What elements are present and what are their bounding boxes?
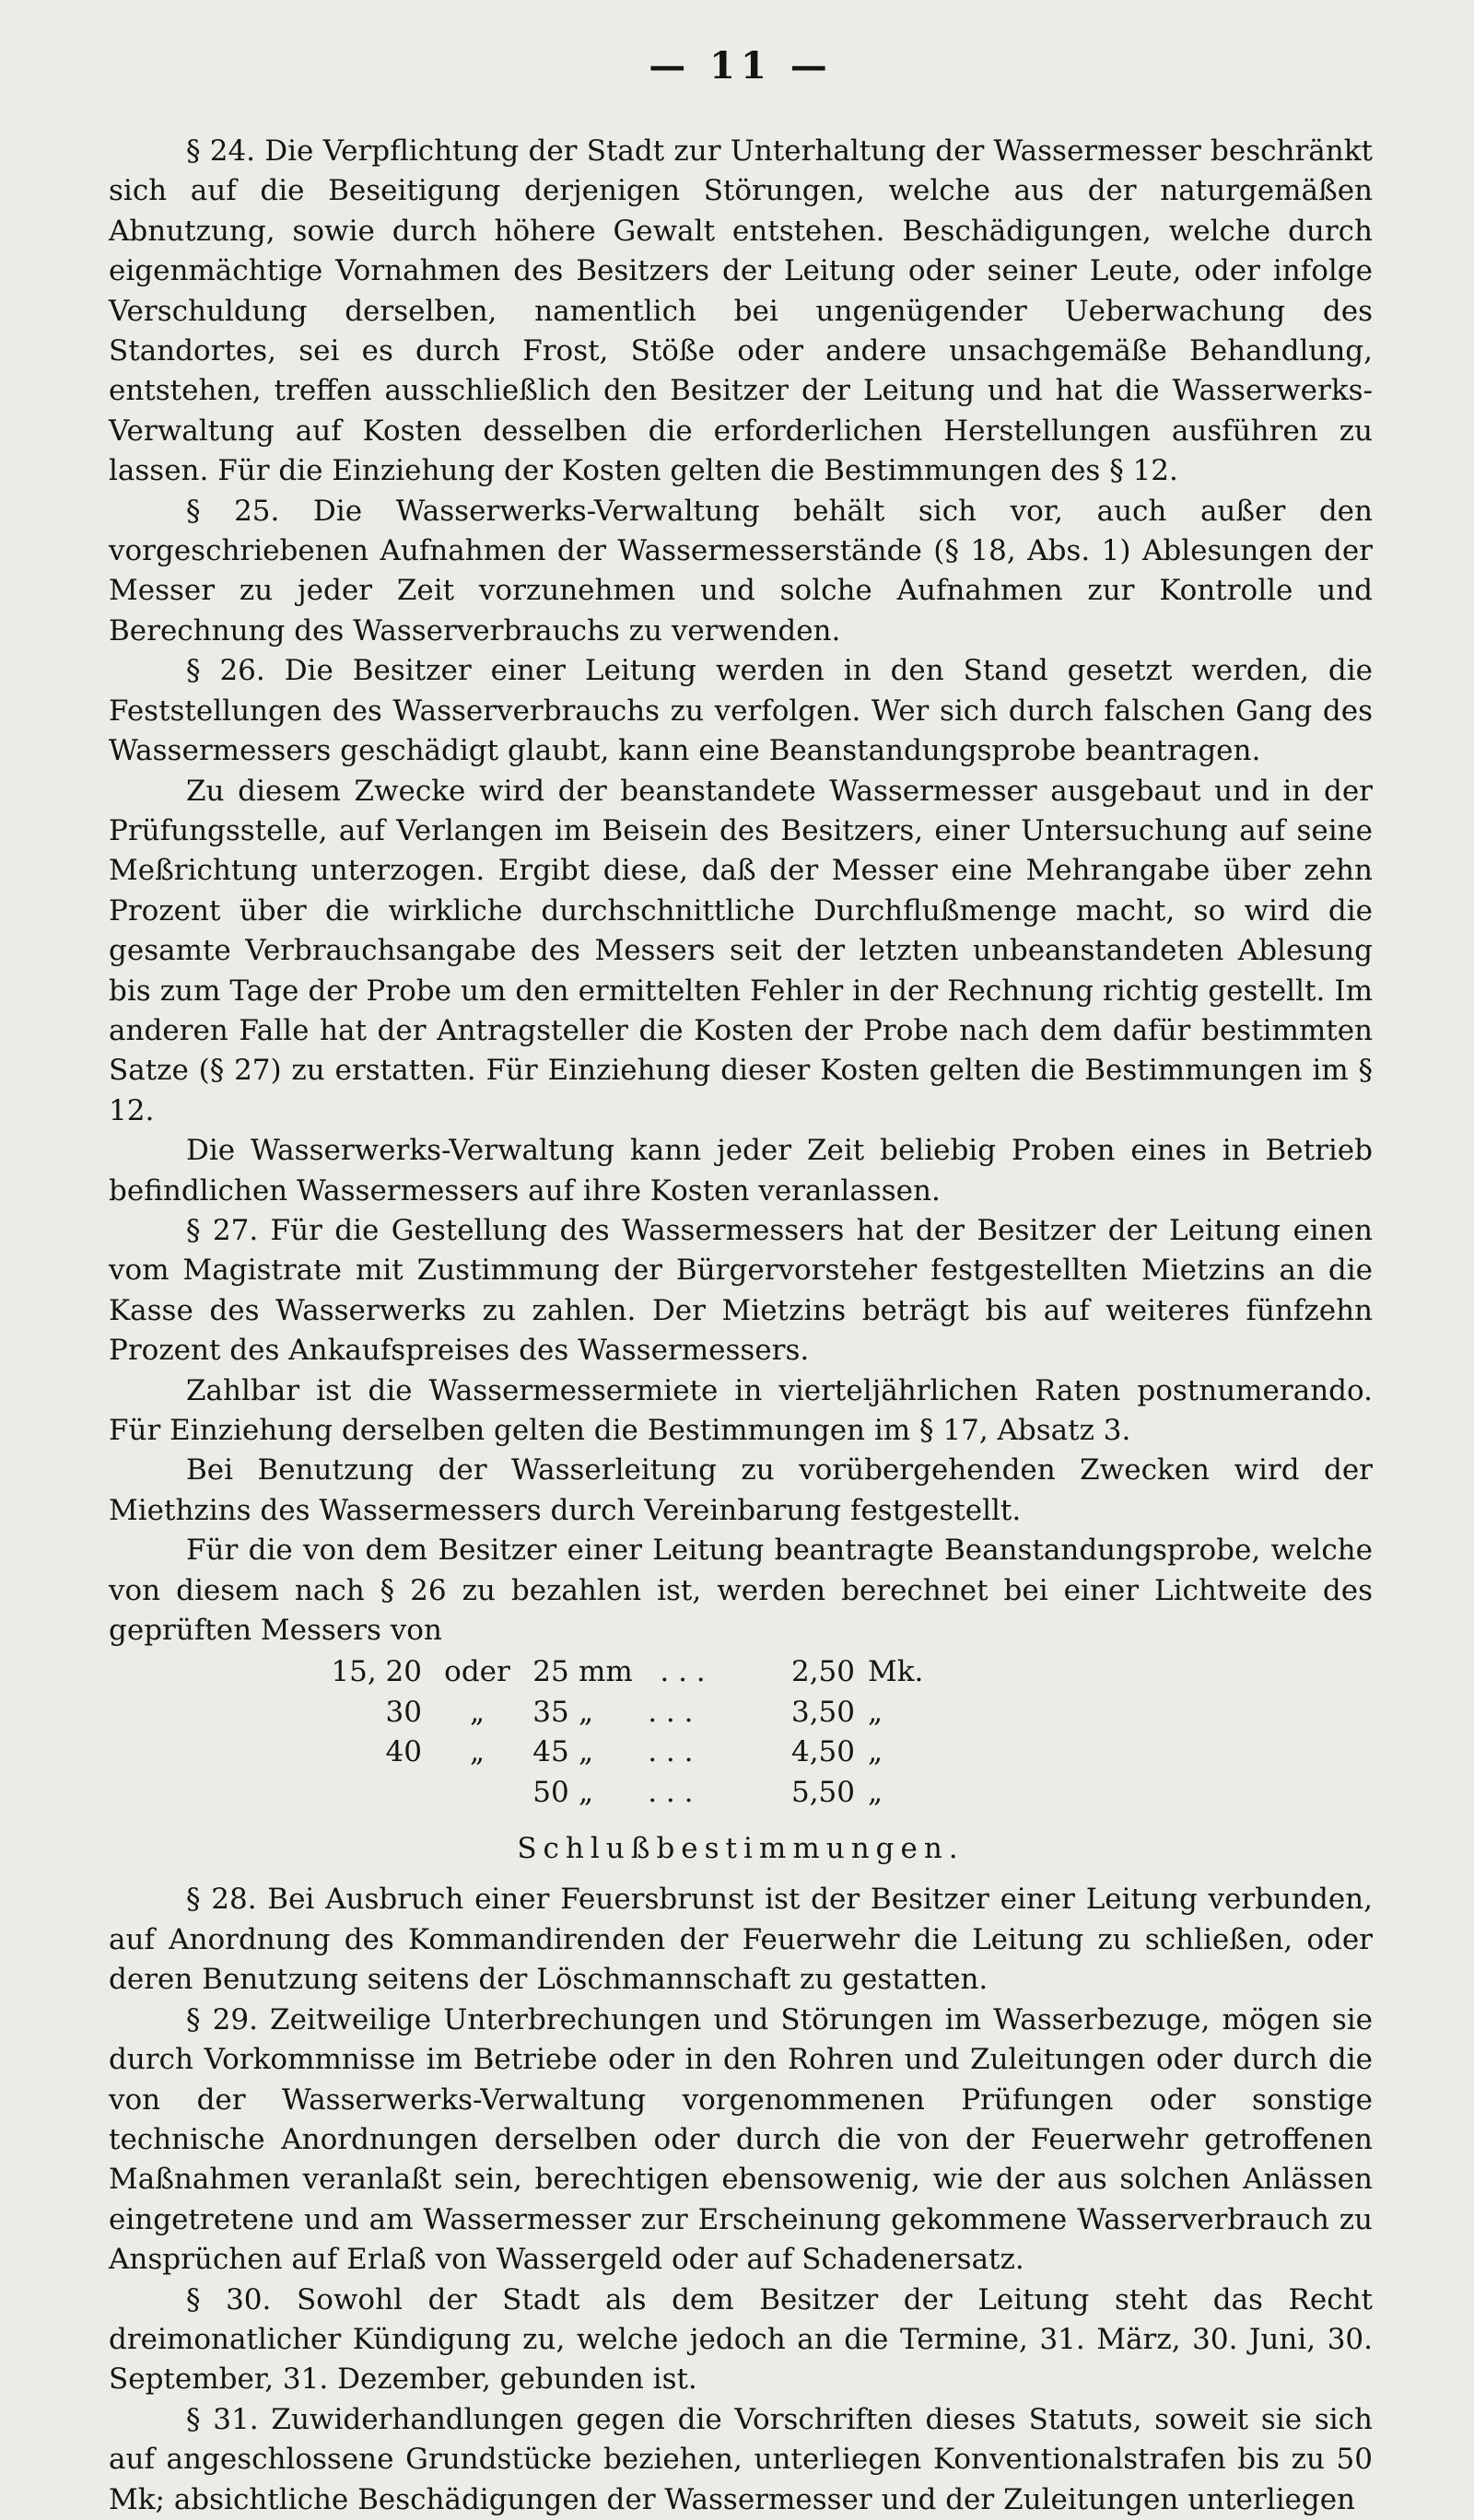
fee-sizes — [109, 1773, 431, 1813]
fee-currency: „ — [868, 1735, 883, 1769]
paragraph-27-fees: Für die von dem Besitzer einer Leitung beantragte Beanstandungsprobe, welche von diesem nach § 26 zu bezahlen ist, werden berechnet bei einer Lichtweite des geprüften Messers von — [109, 1534, 1373, 1648]
fee-size: 45 — [532, 1735, 569, 1769]
paragraph-28: § 28. Bei Ausbruch einer Feuersbrunst ist der Besitzer einer Leitung verbunden, auf Anordnung des Kommandirenden der Feuerwehr die Leitung zu schließen, oder deren Benutzung seitens der Löschmannschaft zu gestatten. — [109, 1883, 1373, 1997]
section-heading: Schlußbestimmungen. — [517, 1832, 965, 1866]
fee-conj: „ — [469, 1735, 485, 1769]
fee-sizes: 30 — [385, 1695, 422, 1729]
fee-sizes: 40 — [385, 1735, 422, 1769]
paragraph-29: § 29. Zeitweilige Unterbrechungen und Störungen im Wasserbezuge, mögen sie durch Vorkommnisse im Betriebe oder in den Rohren und Zuleitungen oder durch die von der Wasserwerks-Verwaltung vorgenommenen Prüfungen oder sonstige technische Anordnungen derselben oder durch die von der Feuerwehr getroffenen Maßnahmen veranlaßt sein, berechtigen ebensowenig, wie der aus solchen Anlässen eingetretene und am Wassermesser zur Erscheinung gekommene Wasserverbrauch zu Ansprüchen auf Erlaß von Wassergeld oder auf Schadenersatz. — [109, 2002, 1373, 2277]
fee-unit: „ — [579, 1735, 594, 1769]
paragraph-26: § 26. Die Besitzer einer Leitung werden in den Stand gesetzt werden, die Feststellungen des Wasserverbrauchs zu verfolgen. Wer sich durch falschen Gang des Wassermessers geschädigt glaubt, kann eine Beanstandungsprobe beantragen. — [109, 654, 1373, 768]
fee-unit-dots — [579, 1732, 763, 1772]
fee-row — [109, 1732, 932, 1772]
fee-conj: oder — [444, 1655, 510, 1689]
fee-unit: mm — [579, 1655, 633, 1689]
fee-size: 35 — [532, 1695, 569, 1729]
section-top — [109, 132, 1373, 1651]
fee-row — [109, 1693, 932, 1732]
paragraph-27: § 27. Für die Gestellung des Wassermessers hat der Besitzer der Leitung einen vom Magistrate mit Zustimmung der Bürgervorsteher festgestellten Mietzins an die Kasse des Wasserwerks zu zahlen. Der Mietzins beträgt bis auf weiteres fünfzehn Prozent des Ankaufspreises des Wassermessers. — [109, 1213, 1373, 1368]
fee-price: 2,50 — [790, 1655, 855, 1689]
fee-size: 50 — [532, 1775, 569, 1809]
fee-currency: „ — [868, 1775, 883, 1809]
paragraph-26-samples: Die Wasserwerks-Verwaltung kann jeder Zeit beliebig Proben eines in Betrieb befindlichen Wassermessers auf ihre Kosten veranlassen. — [109, 1134, 1373, 1208]
fee-unit-dots — [579, 1693, 763, 1732]
section-bottom — [109, 1880, 1373, 2520]
paragraph-27-temporary: Bei Benutzung der Wasserleitung zu vorübergehenden Zwecken wird der Miethzins des Wassermessers durch Vereinbarung festgestellt. — [109, 1453, 1373, 1527]
fee-dots: . . . — [648, 1775, 694, 1809]
fee-unit-dots — [579, 1773, 763, 1813]
fee-price: 5,50 — [790, 1775, 855, 1809]
fee-unit: „ — [579, 1775, 594, 1809]
fee-dots: . . . — [648, 1695, 694, 1729]
fee-row — [109, 1652, 932, 1692]
fee-unit: „ — [579, 1695, 594, 1729]
fee-price: 4,50 — [790, 1735, 855, 1769]
paragraph-30: § 30. Sowohl der Stadt als dem Besitzer der Leitung steht das Recht dreimonatlicher Kündigung zu, welche jedoch an die Termine, 31. März, 30. Juni, 30. September, 31. Dezember, gebunden ist. — [109, 2282, 1373, 2397]
fee-table — [109, 1652, 932, 1813]
fee-dots: . . . — [660, 1655, 706, 1689]
page-number: — 11 — — [649, 44, 833, 88]
fee-price: 3,50 — [790, 1695, 855, 1729]
fee-sizes: 15, 20 — [331, 1655, 422, 1689]
fee-unit-dots — [579, 1652, 763, 1692]
fee-currency: Mk. — [868, 1655, 924, 1689]
paragraph-31: § 31. Zuwiderhandlungen gegen die Vorschriften dieses Statuts, soweit sie sich auf angeschlossene Grundstücke beziehen, unterliegen Konventionalstrafen bis zu 50 Mk; absichtliche Beschädigungen der Wassermesser und der Zuleitungen unterliegen — [109, 2402, 1373, 2516]
paragraph-27-payable: Zahlbar ist die Wassermessermiete in vierteljährlichen Raten postnumerando. Für Einziehung derselben gelten die Bestimmungen im § 17, Absatz 3. — [109, 1373, 1373, 1447]
fee-size: 25 — [532, 1655, 569, 1689]
fee-row — [109, 1773, 932, 1813]
fee-dots: . . . — [648, 1735, 694, 1769]
fee-conj: „ — [469, 1695, 485, 1729]
fee-currency: „ — [868, 1695, 883, 1729]
paragraph-24: § 24. Die Verpflichtung der Stadt zur Unterhaltung der Wassermesser beschränkt sich auf die Beseitigung derjenigen Störungen, welche aus der naturgemäßen Abnutzung, sowie durch höhere Gewalt entstehen. Beschädigungen, welche durch eigenmächtige Vornahmen des Besitzers der Leitung oder seiner Leute, oder infolge Verschuldung derselben, namentlich bei ungenügender Ueberwachung des Standortes, sei es durch Frost, Stöße oder andere unsachgemäße Behandlung, entstehen, treffen ausschließlich den Besitzer der Leitung und hat die Wasserwerks-Verwaltung auf Kosten desselben die erforderlichen Herstellungen ausführen zu lassen. Für die Einziehung der Kosten gelten die Bestimmungen des § 12. — [109, 134, 1373, 488]
paragraph-26-purpose: Zu diesem Zwecke wird der beanstandete Wassermesser ausgebaut und in der Prüfungsstelle, auf Verlangen im Beisein des Besitzers, einer Untersuchung auf seine Meßrichtung unterzogen. Ergibt diese, daß der Messer eine Mehrangabe über zehn Prozent über die wirkliche durchschnittliche Durchflußmenge macht, so wird die gesamte Verbrauchsangabe des Messers seit der letzten unbeanstandeten Ablesung bis zum Tage der Probe um den ermittelten Fehler in der Rechnung richtig gestellt. Im anderen Falle hat der Antragsteller die Kosten der Probe nach dem dafür bestimmten Satze (§ 27) zu erstatten. Für Einziehung dieser Kosten gelten die Bestimmungen im § 12. — [109, 774, 1373, 1127]
fee-conj — [431, 1773, 523, 1813]
paragraph-25: § 25. Die Wasserwerks-Verwaltung behält sich vor, auch außer den vorgeschriebenen Aufnahmen der Wassermesserstände (§ 18, Abs. 1) Ablesungen der Messer zu jeder Zeit vorzunehmen und solche Aufnahmen zur Kontrolle und Berechnung des Wasserverbrauchs zu verwenden. — [109, 494, 1373, 648]
